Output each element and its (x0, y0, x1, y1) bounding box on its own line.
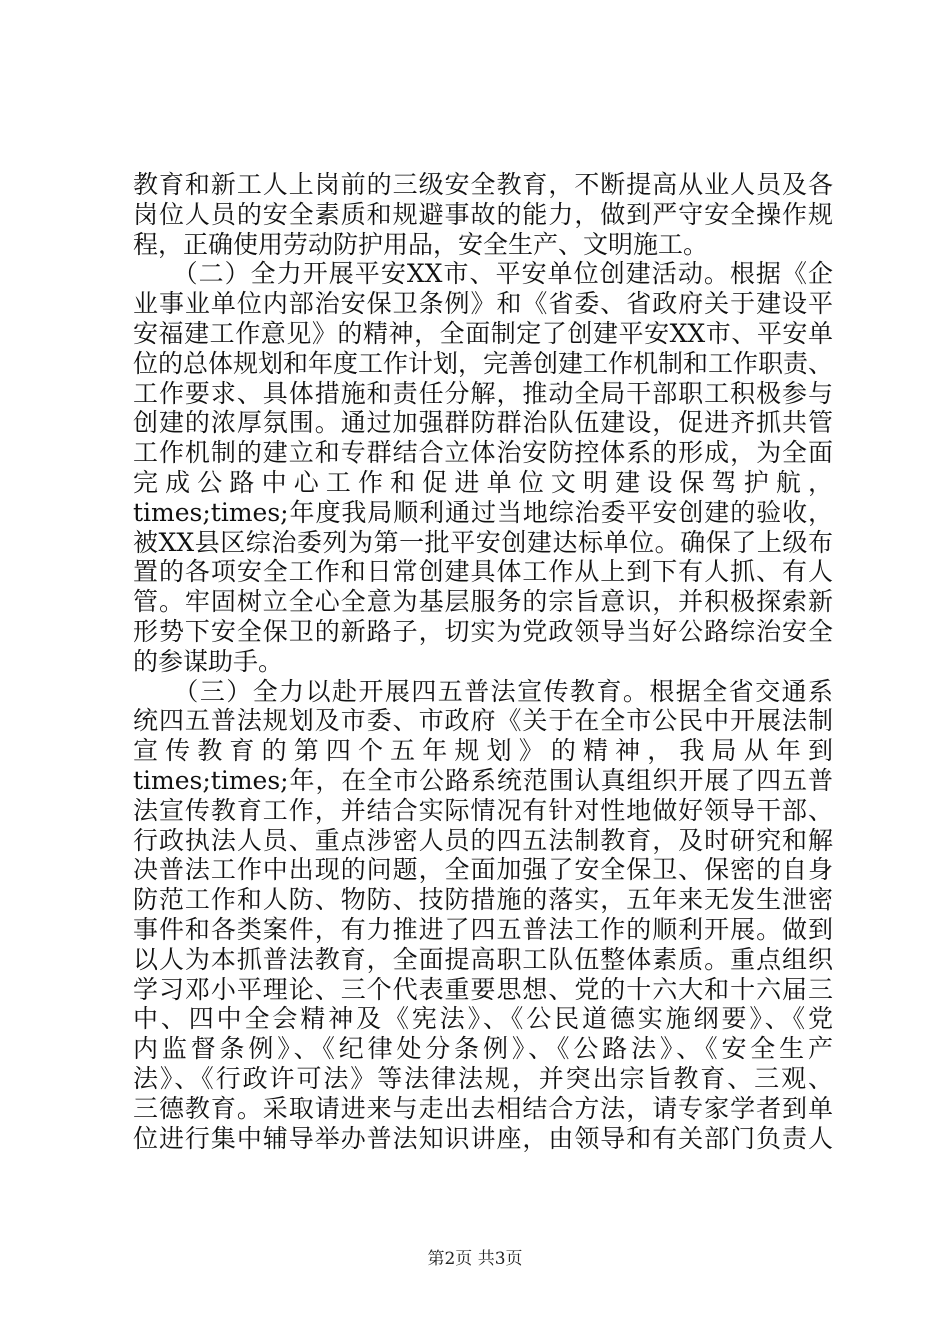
text-line: 学习邓小平理论、三个代表重要思想、党的十六大和十六届三 (133, 974, 833, 1004)
text-line: 被XX县区综治委列为第一批平安创建达标单位。确保了上级布 (133, 527, 833, 557)
text-line: 位的总体规划和年度工作计划，完善创建工作机制和工作职责、 (133, 348, 833, 378)
text-line: （三）全力以赴开展四五普法宣传教育。根据全省交通系 (133, 676, 833, 706)
text-line: 形势下安全保卫的新路子，切实为党政领导当好公路综治安全 (133, 616, 833, 646)
text-line: 安福建工作意见》的精神，全面制定了创建平安XX市、平安单 (133, 318, 833, 348)
body-text (133, 170, 833, 1153)
text-line: 业事业单位内部治安保卫条例》和《省委、省政府关于建设平 (133, 289, 833, 319)
text-line: 位进行集中辅导举办普法知识讲座，由领导和有关部门负责人 (133, 1123, 833, 1153)
text-line: 事件和各类案件，有力推进了四五普法工作的顺利开展。做到 (133, 914, 833, 944)
text-line: 的参谋助手。 (133, 646, 284, 676)
text-line: 完成公路中心工作和促进单位文明建设保驾护航， (133, 467, 833, 497)
text-line: 置的各项安全工作和日常创建具体工作从上到下有人抓、有人 (133, 557, 833, 587)
text-line: 管。牢固树立全心全意为基层服务的宗旨意识，并积极探索新 (133, 587, 833, 617)
text-line: 法宣传教育工作，并结合实际情况有针对性地做好领导干部、 (133, 795, 833, 825)
text-line: （二）全力开展平安XX市、平安单位创建活动。根据《企 (133, 259, 833, 289)
text-line: 防范工作和人防、物防、技防措施的落实，五年来无发生泄密 (133, 885, 833, 915)
page-footer: 第2页 共3页 (427, 1249, 523, 1269)
text-line: 创建的浓厚氛围。通过加强群防群治队伍建设，促进齐抓共管 (133, 408, 833, 438)
text-line: 法》、《行政许可法》等法律法规，并突出宗旨教育、三观、 (133, 1063, 833, 1093)
text-line: 以人为本抓普法教育，全面提高职工队伍整体素质。重点组织 (133, 944, 833, 974)
text-line: 中、四中全会精神及《宪法》、《公民道德实施纲要》、《党 (133, 1004, 833, 1034)
text-line: 三德教育。采取请进来与走出去相结合方法，请专家学者到单 (133, 1093, 833, 1123)
text-line: 宣传教育的第四个五年规划》的精神，我局从年到 (133, 736, 833, 766)
text-line: 决普法工作中出现的问题，全面加强了安全保卫、保密的自身 (133, 855, 833, 885)
text-line: 统四五普法规划及市委、市政府《关于在全市公民中开展法制 (133, 706, 833, 736)
text-line: 行政执法人员、重点涉密人员的四五法制教育，及时研究和解 (133, 825, 833, 855)
text-line: 工作要求、具体措施和责任分解，推动全局干部职工积极参与 (133, 378, 833, 408)
text-line: 岗位人员的安全素质和规避事故的能力，做到严守安全操作规 (133, 199, 833, 229)
text-line: 内监督条例》、《纪律处分条例》、《公路法》、《安全生产 (133, 1034, 833, 1064)
text-line: times;times;年，在全市公路系统范围认真组织开展了四五普 (133, 765, 833, 795)
text-line: 程，正确使用劳动防护用品，安全生产、文明施工。 (133, 229, 709, 259)
text-line: 教育和新工人上岗前的三级安全教育，不断提高从业人员及各 (133, 170, 833, 199)
text-line: 工作机制的建立和专群结合立体治安防控体系的形成，为全面 (133, 438, 833, 468)
text-line: times;times;年度我局顺利通过当地综治委平安创建的验收， (133, 497, 833, 527)
